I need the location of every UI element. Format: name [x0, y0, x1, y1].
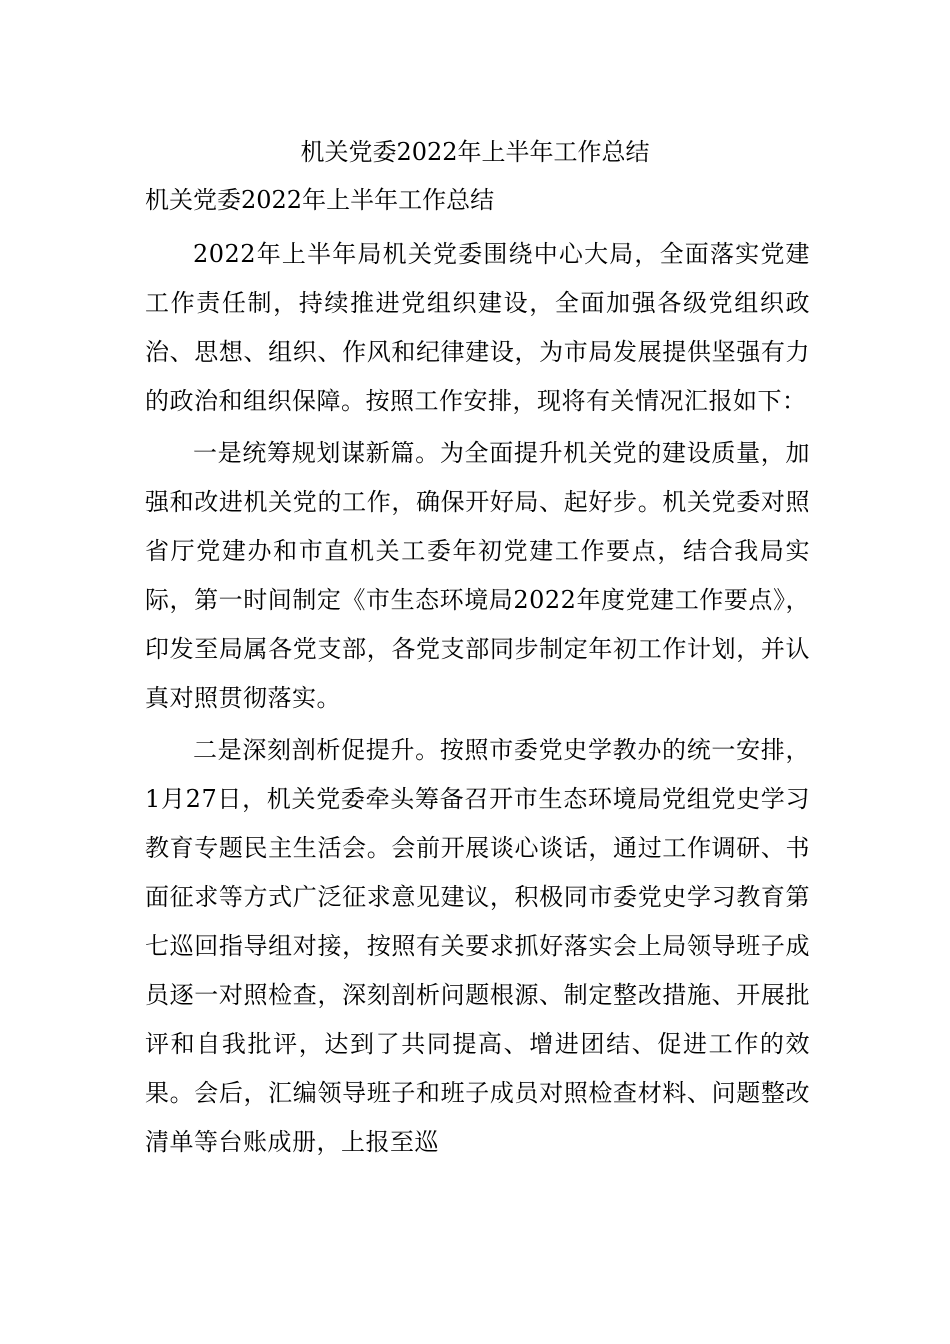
document-title: 机关党委2022年上半年工作总结	[300, 138, 650, 166]
document-body	[145, 230, 810, 1170]
paragraph-item-2: 二是深刻剖析促提升。按照市委党史学教办的统一安排，1月27日，机关党委牵头筹备召开市生态环境局党组党史学习教育专题民主生活会。会前开展谈心谈话，通过工作调研、书面征求等方式广泛征求意见建议，积极同市委党史学习教育第七巡回指导组对接，按照有关要求抓好落实会上局领导班子成员逐一对照检查，深刻剖析问题根源、制定整改措施、开展批评和自我批评，达到了共同提高、增进团结、促进工作的效果。会后，汇编领导班子和班子成员对照检查材料、问题整改清单等台账成册，上报至巡	[145, 736, 810, 1156]
paragraph-item-1: 一是统筹规划谋新篇。为全面提升机关党的建设质量，加强和改进机关党的工作，确保开好局、起好步。机关党委对照省厅党建办和市直机关工委年初党建工作要点，结合我局实际，第一时间制定《市生态环境局2022年度党建工作要点》，印发至局属各党支部，各党支部同步制定年初工作计划，并认真对照贯彻落实。	[145, 439, 810, 712]
document-subtitle: 机关党委2022年上半年工作总结	[145, 186, 495, 214]
paragraph-intro: 2022年上半年局机关党委围绕中心大局，全面落实党建工作责任制，持续推进党组织建设，全面加强各级党组织政治、思想、组织、作风和纪律建设，为市局发展提供坚强有力的政治和组织保障。按照工作安排，现将有关情况汇报如下：	[145, 240, 810, 415]
